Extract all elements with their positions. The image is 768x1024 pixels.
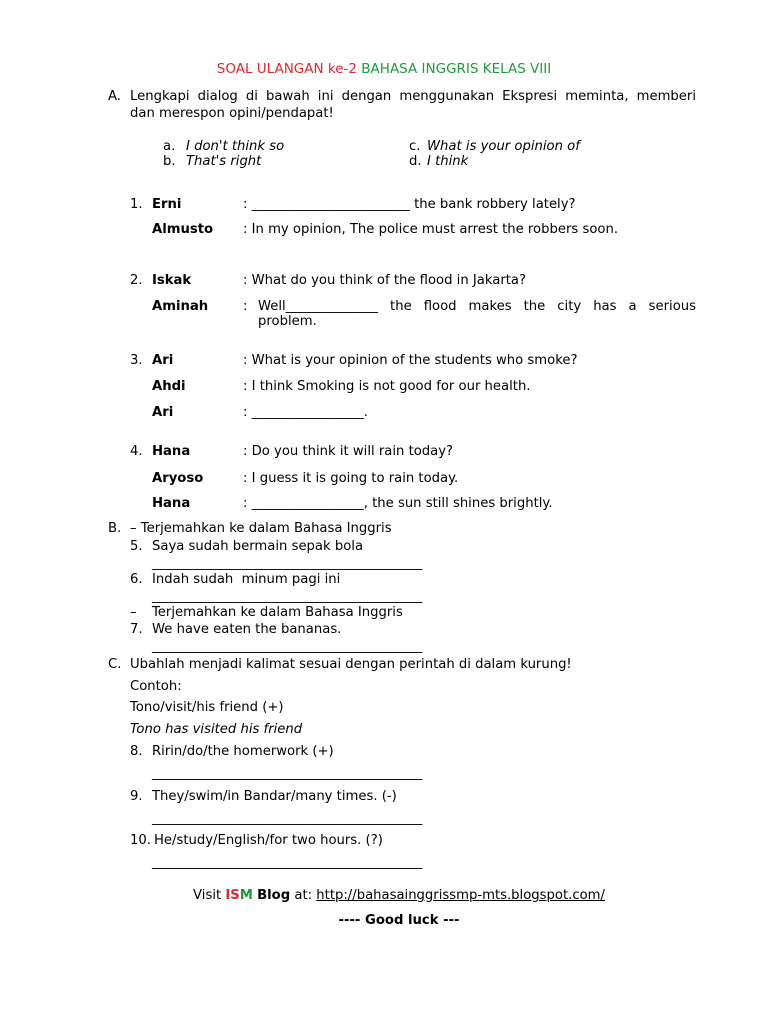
q10-answer-line: _________________________________________ <box>152 855 423 870</box>
ism-letter-i: I <box>225 888 231 903</box>
footer-at: at: <box>294 888 313 903</box>
q2-colon: : <box>243 299 248 314</box>
q2-speaker2: Aminah <box>152 299 209 314</box>
q4-speaker1: Hana <box>152 444 191 459</box>
q2-number: 2. <box>130 273 143 288</box>
q2-line2a: Well______________ the flood makes the city has a serious <box>258 299 696 314</box>
q6-text: Indah sudah minum pagi ini <box>152 572 341 587</box>
q7-number: 7. <box>130 622 143 637</box>
q3-speaker3: Ari <box>152 405 174 420</box>
good-luck: ---- Good luck --- <box>338 913 460 928</box>
example-label: Contoh: <box>130 679 182 694</box>
q9-answer-line: _________________________________________ <box>152 811 423 826</box>
ism-letter-m: M <box>239 888 253 903</box>
q5-answer-line: _________________________________________ <box>152 556 423 571</box>
section-b-heading2: Terjemahkan ke dalam Bahasa Inggris <box>152 605 403 620</box>
option-a-letter: a. <box>163 139 176 154</box>
q2-line1: : What do you think of the flood in Jakarta? <box>243 273 526 288</box>
q3-speaker1: Ari <box>152 353 174 368</box>
option-b-text: That's right <box>186 154 262 169</box>
q6-answer-line: _________________________________________ <box>152 589 423 604</box>
q3-line1: : What is your opinion of the students who smoke? <box>243 353 578 368</box>
q2-line2b: problem. <box>258 314 317 329</box>
q10-text: He/study/English/for two hours. (?) <box>154 833 383 848</box>
option-a-text: I don't think so <box>186 139 285 154</box>
page-title <box>0 61 768 77</box>
q4-line2: : I guess it is going to rain today. <box>243 471 459 486</box>
q10-number: 10. <box>130 833 151 848</box>
q2-speaker1: Iskak <box>152 273 192 288</box>
q5-text: Saya sudah bermain sepak bola <box>152 539 364 554</box>
section-c-marker: C. <box>108 657 122 672</box>
q3-line2: : I think Smoking is not good for our health. <box>243 379 531 394</box>
q4-speaker3: Hana <box>152 496 191 511</box>
q4-line1: : Do you think it will rain today? <box>243 444 454 459</box>
q8-answer-line: _________________________________________ <box>152 766 423 781</box>
ism-letter-s: S <box>230 888 240 903</box>
section-a-instruction-line2: dan merespon opini/pendapat! <box>130 106 334 121</box>
title-part1: SOAL ULANGAN ke-2 <box>216 61 357 77</box>
q8-text: Ririn/do/the homerwork (+) <box>152 744 334 759</box>
example-answer: Tono has visited his friend <box>130 722 303 737</box>
option-c-letter: c. <box>409 139 421 154</box>
section-b-marker: B. <box>108 521 122 536</box>
q9-number: 9. <box>130 789 143 804</box>
q1-line1: : ________________________ the bank robbery lately? <box>243 197 576 212</box>
q1-speaker2: Almusto <box>152 222 214 237</box>
footer-visit <box>0 888 768 904</box>
q4-number: 4. <box>130 444 143 459</box>
q9-text: They/swim/in Bandar/many times. (-) <box>152 789 397 804</box>
option-d-letter: d. <box>409 154 422 169</box>
option-d-text: I think <box>427 154 469 169</box>
q3-number: 3. <box>130 353 143 368</box>
section-a-instruction-line1: Lengkapi dialog di bawah ini dengan menggunakan Ekspresi meminta, memberi <box>130 89 696 104</box>
q7-answer-line: _________________________________________ <box>152 639 423 654</box>
q7-text: We have eaten the bananas. <box>152 622 342 637</box>
q1-number: 1. <box>130 197 143 212</box>
title-part2: BAHASA INGGRIS KELAS VIII <box>361 61 552 77</box>
q1-speaker1: Erni <box>152 197 182 212</box>
option-b-letter: b. <box>163 154 176 169</box>
blog-link[interactable]: http://bahasainggrissmp-mts.blogspot.com/ <box>316 888 605 903</box>
section-b-dash: – <box>130 605 137 620</box>
q3-line3: : _________________. <box>243 405 368 420</box>
ism-logo <box>225 888 253 903</box>
q3-speaker2: Ahdi <box>152 379 186 394</box>
q5-number: 5. <box>130 539 143 554</box>
option-c-text: What is your opinion of <box>427 139 580 154</box>
q8-number: 8. <box>130 744 143 759</box>
q4-speaker2: Aryoso <box>152 471 204 486</box>
example-question: Tono/visit/his friend (+) <box>130 700 284 715</box>
footer-visit-text: Visit <box>193 888 222 903</box>
section-a-marker: A. <box>108 89 121 104</box>
footer-blog: Blog <box>257 888 291 903</box>
q6-number: 6. <box>130 572 143 587</box>
section-c-heading: Ubahlah menjadi kalimat sesuai dengan perintah di dalam kurung! <box>130 657 572 672</box>
q1-line2: : In my opinion, The police must arrest the robbers soon. <box>243 222 619 237</box>
section-b-heading: – Terjemahkan ke dalam Bahasa Inggris <box>130 521 392 536</box>
q4-line3: : _________________, the sun still shines brightly. <box>243 496 553 511</box>
